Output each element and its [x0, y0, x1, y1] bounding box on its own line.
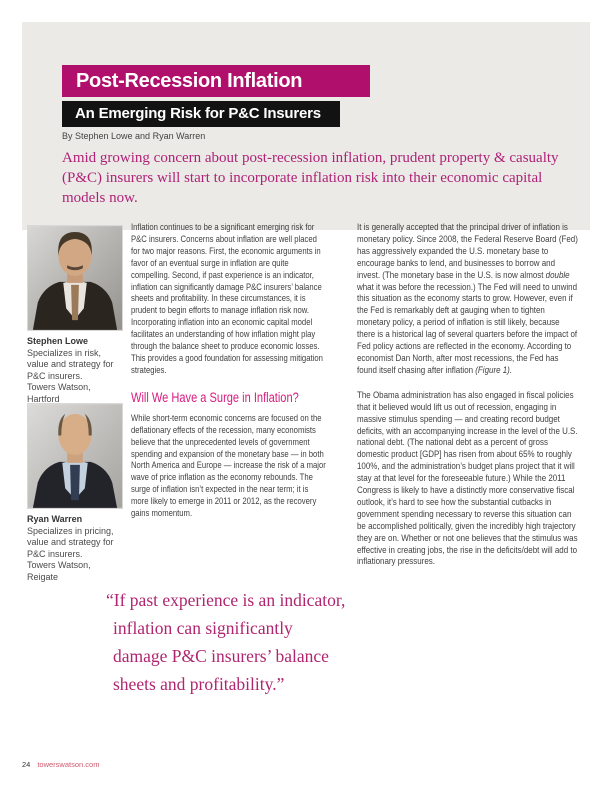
author-bio: Specializes in risk, value and strategy for P&C insurers.: [27, 347, 114, 381]
paragraph-text: what it was before the recession.) The Fed will need to unwind this situation as the economy starts to grow. However, even if the Fed is remarkably deft at gauging when to tighten monetary policy, a period of inflation is still likely, because there is a historical lag of several quarters before the impact of Fed policy actions are reflected in the economy. According to economist Dan North, after most recessions, the Fed has found itself chasing after inflation: [357, 280, 578, 375]
author-name: Ryan Warren: [27, 514, 83, 524]
body-paragraph: [357, 221, 578, 376]
stephen-lowe-photo: [27, 225, 123, 331]
figure-reference: (Figure 1).: [475, 363, 513, 375]
author-org: Towers Watson, Hartford: [27, 382, 91, 404]
paragraph-text: It is generally accepted that the principal driver of inflation is monetary policy. Since 2008, the Federal Reserve Board (Fed) has aggressively expanded the U.S. monetary base to encourage banks to lend, and businesses to borrow and invest. (The monetary base in the U.S. is now almost: [357, 221, 578, 280]
author-block-stephen-lowe: [27, 225, 123, 405]
byline: By Stephen Lowe and Ryan Warren: [62, 131, 206, 141]
pull-quote: “If past experience is an indicator, inflation can significantly damage P&C insurers’ balance sheets and profitability.”: [106, 590, 346, 694]
article-subtitle: An Emerging Risk for P&C Insurers: [75, 105, 321, 122]
ryan-warren-portrait-graphic: [28, 404, 122, 508]
body-paragraph: While short-term economic concerns are focused on the deflationary effects of the recession, many economists believe that the unprecedented levels of government spending and expansion of the monetary base — in both North America and Europe — increase the risk of a major wave of price inflation as the economy rebounds. The surge of inflation isn’t expected in the near term; it is more likely to emerge in 2011 or 2012, as the recovery gains momentum.: [131, 411, 326, 519]
author-block-ryan-warren: [27, 403, 123, 583]
author-org: Towers Watson, Reigate: [27, 560, 91, 582]
article-title: Post-Recession Inflation: [76, 70, 303, 92]
article-title-bar: [62, 65, 370, 97]
website-link[interactable]: towerswatson.com: [37, 760, 100, 769]
article-subtitle-bar: [62, 101, 340, 127]
ryan-warren-photo: [27, 403, 123, 509]
page-number: 24: [22, 760, 31, 769]
page-footer: [22, 760, 99, 769]
body-paragraph: The Obama administration has also engaged in fiscal policies that it believed would lift us out of recession, engaging in massive stimulus spending — and creating record budget deficits, with an accompanying increase in the level of the U.S. national debt. (The national debt as a percent of gross domestic product [GDP] has risen from about 65% to roughly 100%, and the administration’s budget plans project that it will stay at that level for the foreseeable future.) While the 2011 Congress is likely to have a distinctly more conservative fiscal outlook, it’s hard to see how the substantial cutbacks in government spending necessary to reverse this situation can be accomplished politically, given the incredibly high trajectory they are on. Whether or not one believes that the stimulus was effective in creating jobs, the rise in the deficits/debt will add to inflationary pressures.: [357, 388, 578, 567]
stephen-lowe-portrait-graphic: [28, 226, 122, 330]
emphasis-text: double: [545, 268, 570, 280]
body-column-1: [131, 221, 328, 532]
body-paragraph: Inflation continues to be a significant emerging risk for P&C insurers. Concerns about inflation are well placed for two major reasons. First, the economic arguments in favor of an eventual surge in inflation are quite compelling. Second, if past experience is an indicator, inflation can significantly damage P&C insurers’ balance sheets and profitability. In these circumstances, it is prudent to begin efforts to manage inflation risk now. Incorporating inflation into an economic capital model facilitates an understanding of how inflation might play through the balance sheet to produce economic losses. This provides a good foundation for assessing mitigation strategies.: [131, 221, 323, 375]
intro-paragraph: Amid growing concern about post-recession inflation, prudent property & casualty (P&C) insurers will start to incorporate inflation risk into their economic capital models now.: [62, 150, 559, 206]
author-bio: Specializes in pricing, value and strategy for P&C insurers.: [27, 525, 114, 559]
header-section: [22, 22, 590, 230]
body-column-2: [357, 221, 578, 580]
author-name: Stephen Lowe: [27, 336, 89, 346]
section-heading: Will We Have a Surge in Inflation?: [131, 389, 299, 405]
